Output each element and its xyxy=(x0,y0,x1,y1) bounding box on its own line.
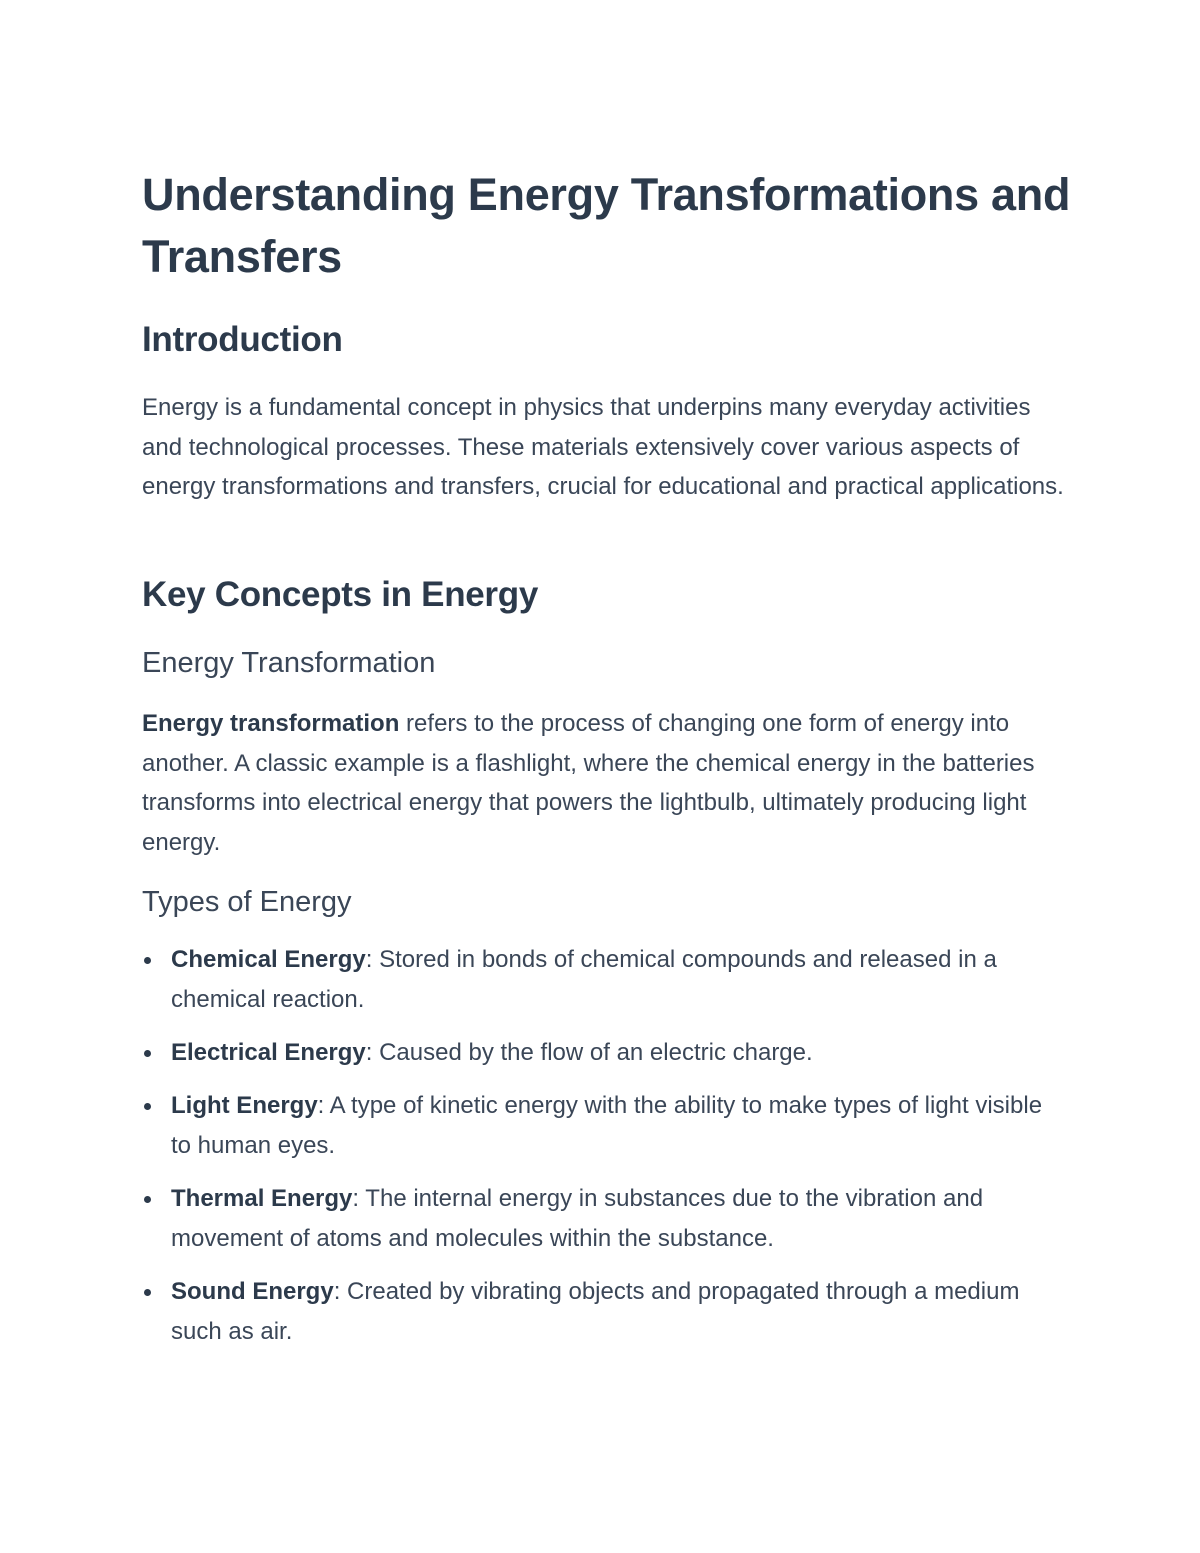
term: Thermal Energy xyxy=(171,1185,353,1212)
list-item xyxy=(142,1033,1062,1073)
types-of-energy-heading: Types of Energy xyxy=(142,886,352,918)
list-item xyxy=(142,940,1062,1020)
list-item xyxy=(142,1086,1062,1166)
definition: : Stored in bonds of chemical compounds and released in a chemical reaction. xyxy=(171,946,997,1013)
key-concepts-heading: Key Concepts in Energy xyxy=(142,575,539,614)
energy-types-list xyxy=(142,940,1062,1365)
list-item xyxy=(142,1272,1062,1352)
term: Chemical Energy xyxy=(171,946,366,973)
introduction-heading: Introduction xyxy=(142,320,343,359)
definition: : The internal energy in substances due to the vibration and movement of atoms and molecules within the substance. xyxy=(171,1185,984,1252)
energy-transformation-paragraph xyxy=(142,704,1072,862)
definition: refers to the process of changing one form of energy into another. A classic example is a flashlight, where the chemical energy in the batteries transforms into electrical energy that powers the lightbulb, ultimately producing light energy. xyxy=(142,710,1035,856)
introduction-paragraph: Energy is a fundamental concept in physics that underpins many everyday activities and technological processes. These materials extensively cover various aspects of energy transformations and transfers, crucial for educational and practical applications. xyxy=(142,394,1064,500)
term: Light Energy xyxy=(171,1092,318,1119)
definition: : A type of kinetic energy with the ability to make types of light visible to human eyes. xyxy=(171,1092,1043,1159)
definition: : Created by vibrating objects and propagated through a medium such as air. xyxy=(171,1278,1020,1345)
energy-transformation-heading: Energy Transformation xyxy=(142,647,436,679)
definition: : Caused by the flow of an electric charge. xyxy=(365,1039,813,1066)
list-item xyxy=(142,1179,1062,1259)
page-title: Understanding Energy Transformations and Transfers xyxy=(142,169,1071,282)
term: Electrical Energy xyxy=(171,1039,366,1066)
term: Sound Energy xyxy=(171,1278,334,1305)
term: Energy transformation xyxy=(142,710,400,737)
